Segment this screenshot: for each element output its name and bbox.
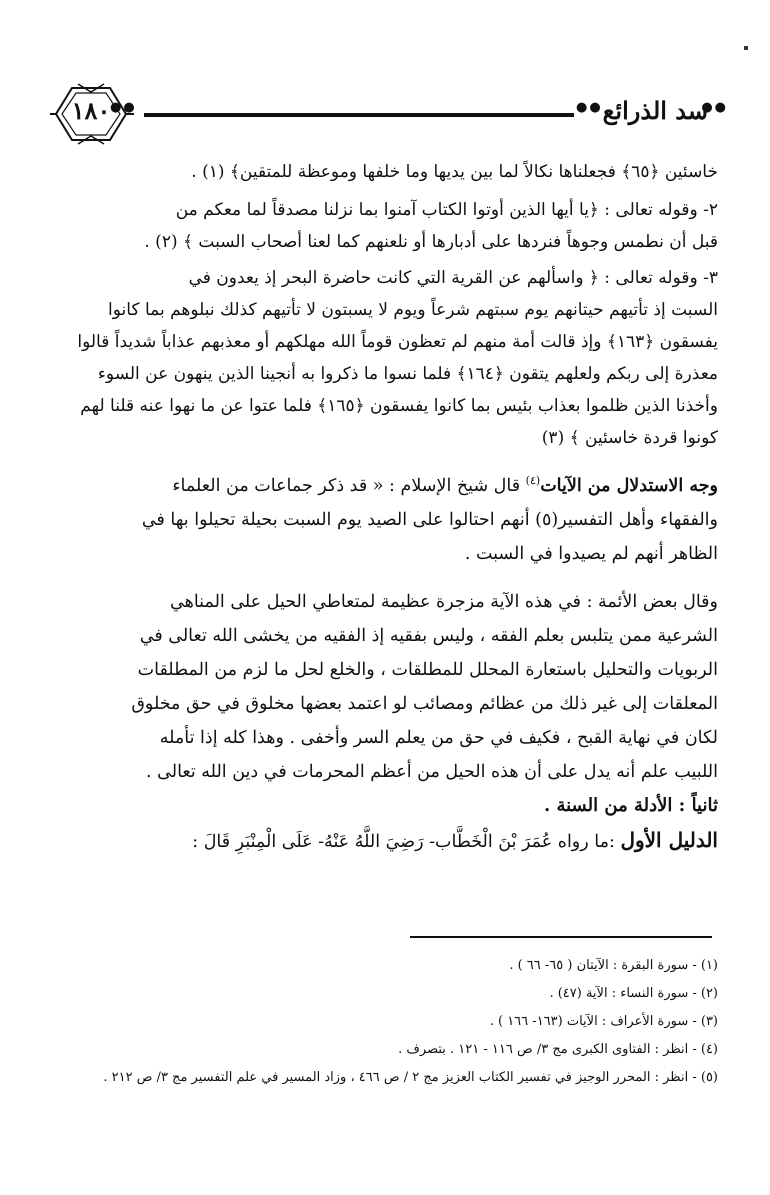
footnote-3: (٣) - سورة الأعراف : الآيات (١٦٣- ١٦٦ ) . [489, 1014, 718, 1029]
footnotes [56, 952, 718, 1092]
qal-line-6: اللبيب علم أنه يدل على أن هذه الحيل من أعظم المحرمات في دين الله تعالى . [146, 761, 718, 782]
item-3-line-5: وأخذنا الذين ظلموا بعذاب بئيس بما كانوا يفسقون ﴿١٦٥﴾ فلما عتوا عن ما نهوا عنه قلنا لهم [80, 396, 718, 416]
footnote-2: (٢) - سورة النساء : الآية (٤٧) . [549, 986, 718, 1001]
item-3-line-1: ٣- وقوله تعالى : ﴿ واسألهم عن القرية التي كانت حاضرة البحر إذ يعدون في [188, 268, 718, 288]
corner-mark [744, 46, 748, 50]
footnote-5: (٥) - انظر : المحرر الوجيز في تفسير الكتاب العزيز مج ٢ / ص ٤٦٦ ، وزاد المسير في علم التفسير مج ٣/ ص ٢١٢ . [103, 1070, 718, 1085]
item-3-line-3: يفسقون ﴿١٦٣﴾ وإذ قالت أمة منهم لم تعظون قوماً الله مهلكهم أو معذبهم عذاباً شديداً قالوا [77, 332, 718, 352]
wajh-line-3: الظاهر أنهم لم يصيدوا في السبت . [464, 543, 718, 564]
item-2-line-1: ٢- وقوله تعالى : ﴿يا أيها الذين أوتوا الكتاب آمنوا بما نزلنا مصدقاً لما معكم من [175, 200, 718, 220]
footnote-4: (٤) - انظر : الفتاوى الكبرى مج ٣/ ص ١١٦ - ١٢١ . بتصرف . [398, 1042, 718, 1057]
section-heading-sunnah: ثانياً : الأدلة من السنة . [543, 794, 718, 816]
wajh-line-1-text: قال شيخ الإسلام : « قد ذكر جماعات من العلماء [172, 475, 521, 496]
page-body [56, 156, 718, 859]
qal-line-2: الشرعية ممن يتلبس بعلم الفقه ، وليس بفقيه إذ الفقيه من يخشى الله تعالى في [139, 625, 718, 646]
qal-line-5: لكان في نهاية القبح ، فكيف في حق من يعلم السر وأخفى . وهذا كله إذا تأمله [159, 727, 718, 748]
first-evidence-text: :ما رواه عُمَرَ بْنَ الْخَطَّاب- رَضِيَ اللَّهُ عَنْهُ- عَلَى الْمِنْبَرِ قَالَ : [192, 831, 615, 852]
item-3-line-2: السبت إذ تأتيهم حيتانهم يوم سبتهم شرعاً ويوم لا يسبتون لا تأتيهم كذلك نبلوهم بما كانوا [108, 300, 718, 320]
evidence-explanation [56, 464, 718, 571]
wajh-line-1 [56, 464, 718, 503]
qal-line-4: المعلقات إلى غير ذلك من عظائم ومصائب لو اعتمد بعضها مخلوق في حق مخلوق [131, 693, 718, 714]
header-title: سد الذرائع [602, 96, 708, 125]
verse-continuation: خاسئين ﴿٦٥﴾ فجعلناها نكالاً لما بين يديها وما خلفها وموعظة للمتقين﴾ (١) . [191, 162, 718, 182]
evidence-item-3 [56, 262, 718, 454]
first-evidence [56, 823, 718, 859]
item-3-line-4: معذرة إلى ربكم ولعلهم يتقون ﴿١٦٤﴾ فلما نسوا ما ذكروا به أنجينا الذين ينهون عن السوء [97, 364, 718, 384]
item-2-line-2: قبل أن نطمس وجوهاً فنردها على أدبارها أو نلعنهم كما لعنا أصحاب السبت ﴾ (٢) . [144, 232, 718, 252]
scholar-comment [56, 585, 718, 789]
item-3-line-6: كونوا قردة خاسئين ﴾ (٣) [541, 428, 718, 448]
page-number: ١٨٠ [71, 96, 111, 125]
footnote-separator [410, 936, 712, 938]
wajh-footnote-ref: (٤) [525, 474, 541, 487]
wajh-line-2: والفقهاء وأهل التفسير(٥) أنهم احتالوا على الصيد يوم السبت بحيلة تحيلوا بها في [141, 509, 718, 530]
wajh-heading: وجه الاستدلال من الآيات [540, 475, 718, 496]
qal-line-3: الربويات والتحليل باستعارة المحلل للمطلقات ، والخلع لحل ما لزم من المطلقات [137, 659, 718, 680]
header-bullets-left: ●● [110, 100, 137, 115]
header-bullets-end: ●● [701, 100, 728, 115]
evidence-item-2 [56, 194, 718, 258]
footnote-1: (١) - سورة البقرة : الآيتان ( ٦٥- ٦٦ ) . [509, 958, 718, 973]
qal-line-1: وقال بعض الأئمة : في هذه الآية مزجرة عظيمة لمتعاطي الحيل على المناهي [170, 591, 718, 612]
header-bullets-right: ●● [576, 100, 603, 115]
header-rule [144, 113, 574, 117]
first-evidence-label: الدليل الأول [620, 827, 718, 852]
running-header [48, 82, 728, 146]
